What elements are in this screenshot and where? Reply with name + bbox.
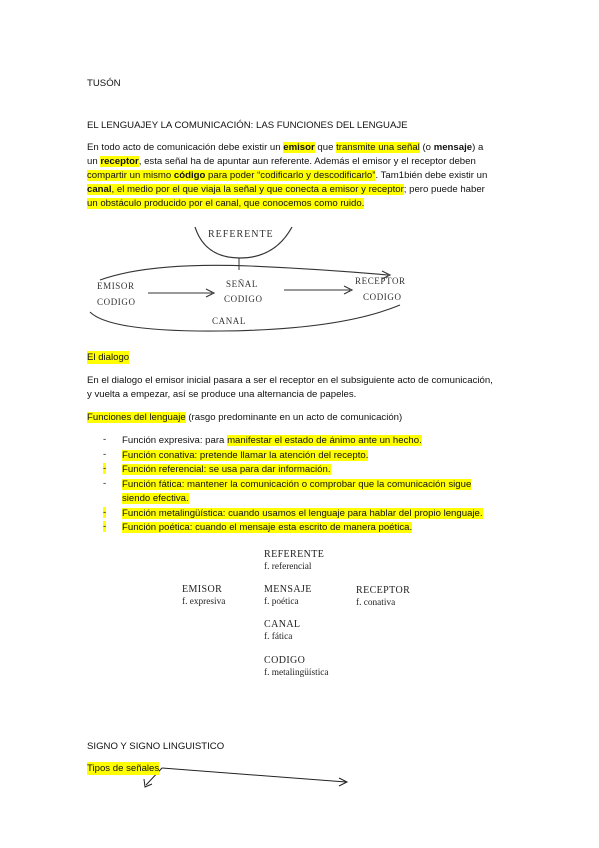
diagram-codigo-right: CODIGO [363,292,402,302]
node-referente [264,549,324,573]
node-label: RECEPTOR [356,585,411,596]
text: ) a [472,142,484,153]
text: (o [419,142,434,153]
dialogo-title: El dialogo [87,352,130,363]
list-item [122,507,483,520]
node-function: f. metalingüística [264,668,329,678]
item-highlight: Función fática: mantener la comunicación o comprobar que la comunicación sigue [122,479,472,490]
node-codigo [264,655,329,679]
bullet-marker: - [103,449,107,460]
highlight-text: compartir un mismo [87,170,174,181]
keyword-receptor: receptor [100,156,139,167]
node-label: CODIGO [264,655,306,666]
bullet-marker: - [103,463,107,474]
text: que [314,142,337,153]
text: En todo acto de comunicación debe existir un [87,142,284,153]
node-function: f. referencial [264,562,312,572]
highlight-text: transmite una señal [336,142,420,153]
diagram-referente: REFERENTE [208,229,274,240]
item-highlight: siendo efectiva. [122,493,189,504]
item-highlight: Función referencial: se usa para dar información. [122,464,331,475]
node-label: EMISOR [182,584,223,595]
highlight-text: para poder “codificarlo y descodificarlo” [205,170,376,181]
node-label: MENSAJE [264,584,312,595]
highlight-text: , el medio por el que viaja la señal y que conecta a emisor y receptor [111,184,404,195]
diagram-codigo-left: CODIGO [97,297,136,307]
list-item [122,463,331,476]
dialogo-line-2: y vuelta a empezar, así se produce una alternancia de papeles. [87,389,357,400]
item-highlight: Función poética: cuando el mensaje esta escrito de manera poética. [122,522,413,533]
funciones-heading [87,411,402,424]
diagram-codigo-mid: CODIGO [224,294,263,304]
tipos-title: Tipos de señales [87,763,160,774]
node-label: CANAL [264,619,301,630]
item-text: Función expresiva: para [122,435,228,446]
diagram-receptor: RECEPTOR [355,276,406,286]
dialogo-line-1: En el dialogo el emisor inicial pasara a ser el receptor en el subsiguiente acto de comunicación, [87,375,493,386]
list-item-continuation [122,492,189,505]
diagram-canal: CANAL [212,316,246,326]
funciones-title: Funciones del lenguaje [87,412,186,423]
bullet-marker: - [103,434,107,445]
section-title: SIGNO Y SIGNO LINGUISTICO [87,741,225,752]
funciones-subtitle: (rasgo predominante en un acto de comunicación) [185,412,403,423]
node-function: f. fática [264,632,293,642]
text: . Tam1bién debe existir un [375,170,488,181]
text: , esta señal ha de apuntar aun referente. Además el emisor y el receptor deben [138,156,476,167]
node-emisor [182,584,225,608]
keyword-canal: canal [87,184,112,195]
tipos-arrow-right [162,768,346,782]
bullet-marker: - [103,521,107,532]
bullet-marker: - [103,478,107,489]
node-function: f. poética [264,597,299,607]
item-highlight: Función conativa: pretende llamar la atención del recepto. [122,450,369,461]
text: ; pero puede haber [403,184,485,195]
list-item [122,521,412,534]
item-highlight: manifestar el estado de ánimo ante un hecho. [227,435,422,446]
top-curve [100,265,388,280]
node-mensaje [264,584,312,608]
item-highlight: Función metalingüística: cuando usamos el lenguaje para hablar del propio lenguaje. [122,508,483,519]
list-item [122,449,368,462]
keyword-mensaje: mensaje [433,142,473,153]
keyword-emisor: emisor [283,142,315,153]
node-function: f. conativa [356,598,396,608]
bullet-marker: - [103,507,107,518]
keyword-codigo: código [173,170,206,181]
list-item [122,434,422,447]
author-name: TUSÓN [87,78,121,89]
list-item [122,478,471,491]
node-receptor [356,585,410,609]
text: un [87,156,101,167]
node-canal [264,619,300,643]
diagram-senal: SEÑAL [226,279,258,289]
section-title: EL LENGUAJEY LA COMUNICACIÓN: LAS FUNCIONES DEL LENGUAJE [87,120,408,131]
diagram-emisor: EMISOR [97,281,135,291]
node-label: REFERENTE [264,549,325,560]
highlight-text: un obstáculo producido por el canal, que conocemos como ruido. [87,198,365,209]
node-function: f. expresiva [182,597,226,607]
